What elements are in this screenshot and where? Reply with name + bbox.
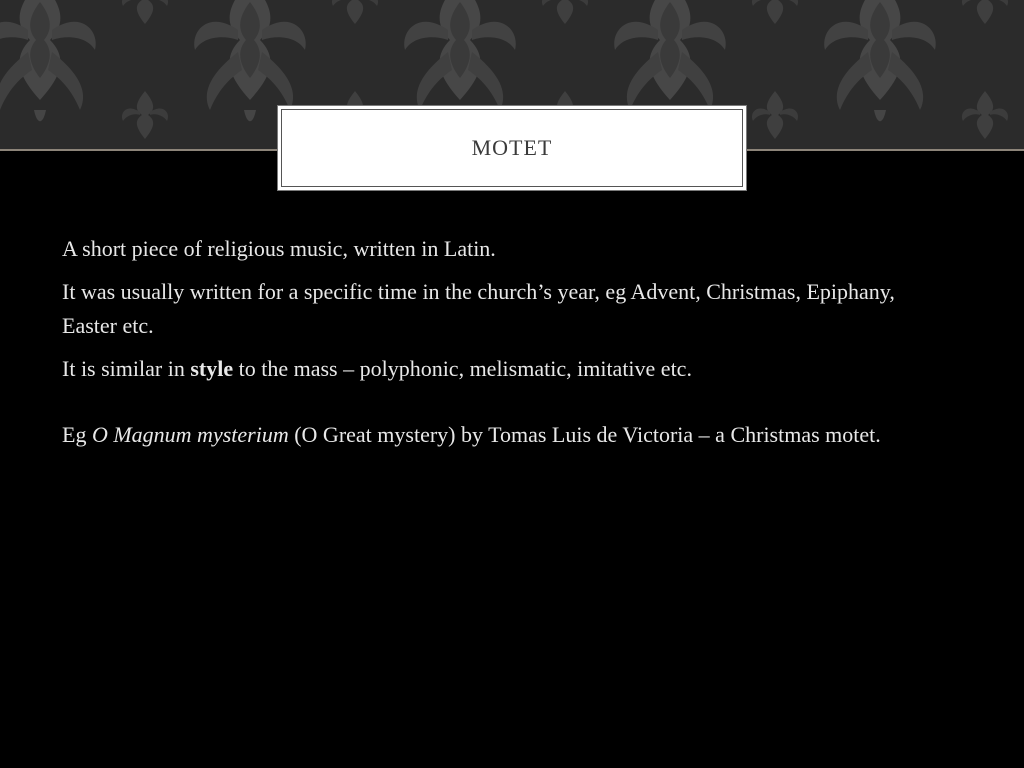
style-text-before: It is similar in bbox=[62, 356, 191, 381]
style-text-after: to the mass – polyphonic, melismatic, imitative etc. bbox=[233, 356, 692, 381]
style-bold-word: style bbox=[190, 356, 234, 381]
example-text-before: Eg bbox=[62, 422, 92, 447]
paragraph-church-year: It was usually written for a specific time in the church’s year, eg Advent, Christmas, Epiphany, Easter etc. bbox=[62, 279, 895, 338]
slide-body bbox=[62, 232, 942, 461]
example-text-after: (O Great mystery) by Tomas Luis de Victoria – a Christmas motet. bbox=[288, 422, 881, 447]
title-box bbox=[277, 105, 747, 191]
paragraph-style bbox=[62, 352, 942, 386]
slide-title: MOTET bbox=[471, 135, 553, 160]
example-work-title: O Magnum mysterium bbox=[91, 422, 289, 447]
paragraph-definition: A short piece of religious music, written in Latin. bbox=[62, 236, 496, 261]
paragraph-example bbox=[62, 418, 942, 452]
title-box-inner-border bbox=[281, 109, 743, 187]
